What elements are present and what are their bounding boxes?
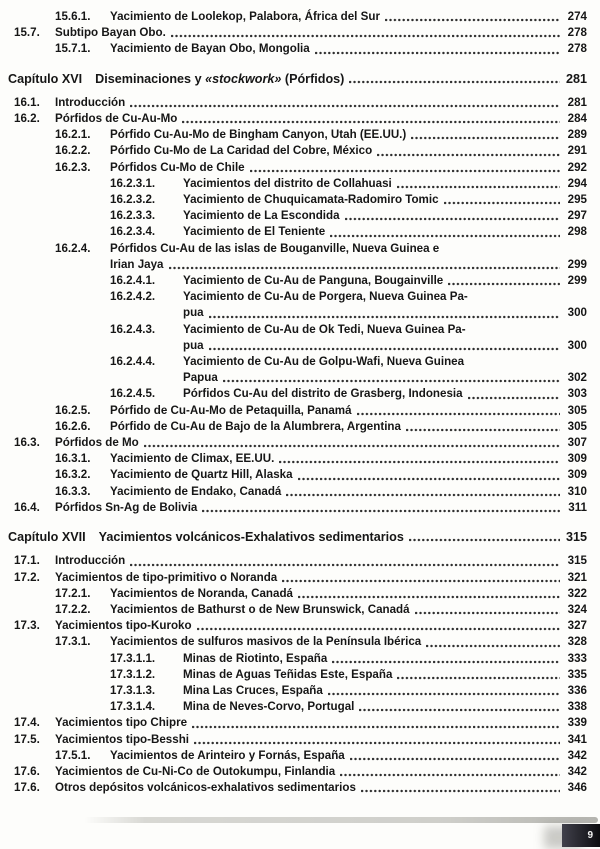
toc-entry-page: 335: [567, 667, 587, 681]
toc-entry-title: Yacimientos de Arinteiro y Fornás, España: [110, 748, 345, 762]
toc-entry-page: 324: [567, 602, 587, 616]
toc-entry-number: 17.6.: [14, 781, 40, 795]
dot-leader: [385, 17, 560, 23]
toc-entry-row: [8, 160, 587, 176]
toc-entry-row: [8, 586, 587, 602]
toc-entry-number: 16.3.: [14, 436, 40, 450]
toc-entry-number: 16.4.: [14, 500, 40, 514]
toc-entry-row: [8, 224, 587, 240]
toc-entry-title: Pórfido Cu-Mo de La Caridad del Cobre, México: [110, 144, 373, 158]
toc-entry-title: Pórfido Cu-Au-Mo de Bingham Canyon, Utah (EE.UU.): [110, 128, 407, 142]
toc-entry-number: 16.3.3.: [55, 484, 91, 498]
toc-entry-page: 305: [567, 403, 587, 417]
toc-entry-page: 341: [567, 732, 587, 746]
toc-entry-row: [8, 484, 587, 500]
toc-entry-title: Yacimiento de Loolekop, Palabora, África del Sur: [110, 10, 380, 23]
toc-entry-page: 342: [567, 748, 587, 762]
toc-chapter-row: [8, 529, 587, 545]
toc-entry-number: 16.2.4.2.: [110, 290, 156, 304]
toc-entry-title: Pórfido de Cu-Au de Bajo de la Alumbrera, Argentina: [110, 419, 401, 433]
toc-entry-page: 310: [567, 484, 587, 498]
toc-entry-number: Capítulo XVI: [8, 71, 83, 86]
toc-entry-row: [8, 667, 587, 683]
toc-entry-number: 16.3.1.: [55, 452, 91, 466]
toc-entry-row: [8, 683, 587, 699]
toc-entry-row: [8, 715, 587, 731]
toc-entry-number: 16.2.: [14, 112, 40, 126]
dot-leader: [357, 411, 560, 417]
toc-entry-number: 17.2.2.: [55, 602, 91, 616]
toc-entry-page: 321: [567, 570, 587, 584]
toc-entry-title: Yacimientos de Noranda, Canadá: [110, 586, 293, 600]
toc-entry-title: pua: [183, 306, 204, 320]
toc-entry-number: 17.3.1.: [55, 635, 91, 649]
toc-entry-number: 17.2.1.: [55, 586, 91, 600]
toc-entry-title: Yacimientos de sulfuros masivos de la Península Ibérica: [110, 635, 422, 649]
dot-leader: [298, 594, 560, 600]
dot-leader: [279, 459, 560, 465]
toc-entry-row: [8, 780, 587, 796]
toc-entry-title: Yacimiento de El Teniente: [183, 225, 326, 239]
toc-entry-row: [8, 602, 587, 618]
toc-entry-row: [8, 305, 587, 321]
dot-leader: [406, 427, 560, 433]
toc-entry-number: 16.2.4.: [55, 241, 91, 255]
toc-entry-page: 339: [567, 716, 587, 730]
toc-entry-page: 299: [567, 274, 587, 288]
toc-entry-number: 16.2.4.1.: [110, 274, 156, 288]
toc-entry-row: [8, 127, 587, 143]
toc-entry-title: Yacimiento de Climax, EE.UU.: [110, 452, 275, 466]
dot-leader: [468, 395, 560, 401]
dot-leader: [194, 740, 560, 746]
toc-entry-row: [8, 732, 587, 748]
toc-entry-row: [8, 208, 587, 224]
toc-entry-number: 16.2.3.3.: [110, 209, 156, 223]
toc-entry-title: Pórfidos Cu-Au de las islas de Bouganville, Nueva Guinea e: [110, 241, 440, 255]
toc-entry-page: 342: [567, 764, 587, 778]
dot-leader: [144, 443, 560, 449]
toc-entry-row: [8, 748, 587, 764]
toc-entry-row: [8, 699, 587, 715]
dot-leader: [298, 476, 560, 482]
dot-leader: [282, 578, 560, 584]
toc-entry-number: 17.5.1.: [55, 748, 91, 762]
toc-entry-title: Yacimiento de Cu-Au de Golpu-Wafi, Nueva Guinea: [183, 355, 465, 369]
toc-entry-page: 302: [567, 371, 587, 385]
toc-entry-page: 327: [567, 619, 587, 633]
dot-leader: [397, 184, 560, 190]
dot-leader: [130, 103, 560, 109]
toc-entry-row: [8, 95, 587, 111]
toc-entry-title: Subtipo Bayan Obo.: [55, 26, 166, 40]
toc-entry-title: Papua: [183, 371, 218, 385]
toc-entry-number: 16.2.4.3.: [110, 322, 156, 336]
toc-entry-row: [8, 570, 587, 586]
toc-entry-number: 15.6.1.: [55, 10, 91, 23]
dot-leader: [426, 643, 560, 649]
dot-leader: [350, 756, 560, 762]
dot-leader: [202, 508, 560, 514]
dot-leader: [359, 707, 560, 713]
toc-entry-page: 309: [567, 468, 587, 482]
dot-leader: [411, 135, 560, 141]
toc-entry-number: 17.5.: [14, 732, 40, 746]
toc-entry-number: 17.1.: [14, 554, 40, 568]
toc-entry-number: 15.7.: [14, 26, 40, 40]
dot-leader: [448, 281, 560, 287]
toc-entry-page: 300: [567, 338, 587, 352]
toc-entry-page: 292: [567, 160, 587, 174]
toc-entry-row: [8, 41, 587, 57]
toc-entry-number: 17.3.1.1.: [110, 651, 156, 665]
toc-entry-number: 16.2.3.4.: [110, 225, 156, 239]
page-number: 9: [587, 830, 593, 841]
toc-entry-number: 16.1.: [14, 95, 40, 109]
toc-entry-row: [8, 143, 587, 159]
toc-entry-title: Yacimiento de Chuquicamata-Radomiro Tomic: [183, 193, 439, 207]
toc-entry-title: Yacimiento de Endako, Canadá: [110, 484, 282, 498]
toc-entry-row: [8, 634, 587, 650]
toc-entry-page: 300: [567, 306, 587, 320]
toc-entry-title: Yacimientos del distrito de Collahuasi: [183, 176, 392, 190]
dot-leader: [328, 691, 560, 697]
dot-leader: [250, 168, 560, 174]
toc-entry-page: 297: [567, 209, 587, 223]
toc-entry-row: [8, 192, 587, 208]
toc-entry-title: Yacimientos tipo Chipre: [55, 716, 188, 730]
toc-entry-number: 16.2.4.4.: [110, 355, 156, 369]
toc-entry-title: Yacimiento de Cu-Au de Porgera, Nueva Guinea Pa-: [183, 290, 468, 304]
dot-leader: [409, 537, 560, 543]
toc-entry-page: 346: [567, 781, 587, 795]
toc-entry-page: 322: [567, 586, 587, 600]
toc-entry-page: 278: [567, 26, 587, 40]
toc-entry-page: 295: [567, 193, 587, 207]
toc-entry-page: 311: [568, 500, 587, 514]
toc-entry-page: 291: [567, 144, 587, 158]
toc-entry-number: 17.6.: [14, 764, 40, 778]
table-of-contents: [8, 9, 587, 796]
dot-leader: [377, 152, 560, 158]
toc-entry-title: Yacimiento de Cu-Au de Panguna, Bougainville: [183, 274, 444, 288]
toc-entry-page: 281: [565, 71, 587, 86]
dot-leader: [209, 346, 560, 352]
toc-entry-title: Minas de Aguas Teñidas Este, España: [183, 667, 393, 681]
toc-entry-title: Yacimientos volcánicos-Exhalativos sedimentarios: [98, 530, 404, 545]
toc-entry-number: 16.2.6.: [55, 419, 91, 433]
toc-entry-page: 315: [567, 554, 587, 568]
toc-entry-title: Pórfidos Sn-Ag de Bolivia: [55, 500, 198, 514]
dot-leader: [192, 724, 560, 730]
toc-entry-row: [8, 403, 587, 419]
toc-entry-row: [8, 273, 587, 289]
toc-entry-row: [8, 111, 587, 127]
toc-entry-row: [8, 9, 587, 25]
toc-entry-row: [8, 651, 587, 667]
toc-entry-title: Pórfido de Cu-Au-Mo de Petaquilla, Panamá: [110, 403, 352, 417]
toc-entry-number: Capítulo XVII: [8, 530, 86, 545]
dot-leader: [223, 378, 560, 384]
toc-entry-row: [8, 764, 587, 780]
page-number-badge: [562, 824, 600, 847]
toc-entry-row: [8, 241, 587, 257]
toc-entry-title: Minas de Riotinto, España: [183, 651, 328, 665]
toc-entry-number: 15.7.1.: [55, 42, 91, 56]
toc-entry-number: 16.2.3.2.: [110, 193, 156, 207]
toc-entry-row: [8, 467, 587, 483]
toc-entry-title: pua: [183, 338, 204, 352]
toc-entry-number: 16.2.5.: [55, 403, 91, 417]
toc-entry-page: 274: [567, 10, 587, 23]
dot-leader: [340, 772, 560, 778]
toc-entry-page: 281: [567, 95, 587, 109]
toc-entry-title: Mina de Neves-Corvo, Portugal: [183, 700, 355, 714]
toc-entry-title: Mina Las Cruces, España: [183, 683, 323, 697]
toc-entry-title: Yacimientos de Bathurst o de New Brunswick, Canadá: [110, 602, 410, 616]
toc-entry-row: [8, 386, 587, 402]
toc-entry-number: 16.2.2.: [55, 144, 91, 158]
toc-entry-number: 16.3.2.: [55, 468, 91, 482]
toc-entry-number: 17.3.1.4.: [110, 700, 156, 714]
toc-entry-page: 294: [567, 176, 587, 190]
toc-entry-title: Pórfidos de Mo: [55, 436, 139, 450]
dot-leader: [345, 216, 560, 222]
toc-entry-title: Yacimientos tipo-Besshi: [55, 732, 190, 746]
dot-leader: [286, 492, 560, 498]
dot-leader: [130, 562, 560, 568]
dot-leader: [444, 200, 560, 206]
toc-entry-title: Yacimiento de Quartz Hill, Alaska: [110, 468, 293, 482]
dot-leader: [209, 314, 560, 320]
dot-leader: [169, 265, 561, 271]
toc-entry-row: [8, 25, 587, 41]
toc-entry-row: [8, 435, 587, 451]
toc-entry-row: [8, 338, 587, 354]
dot-leader: [315, 50, 560, 56]
toc-entry-number: 17.2.: [14, 570, 40, 584]
dot-leader: [332, 659, 560, 665]
toc-entry-row: [8, 176, 587, 192]
toc-entry-row: [8, 500, 587, 516]
toc-entry-page: 303: [567, 387, 587, 401]
toc-entry-row: [8, 451, 587, 467]
toc-entry-row: [8, 419, 587, 435]
toc-entry-page: 336: [567, 683, 587, 697]
toc-entry-title: Irian Jaya: [110, 257, 164, 271]
dot-leader: [197, 626, 560, 632]
toc-entry-number: 17.3.1.3.: [110, 683, 156, 697]
toc-entry-page: 299: [567, 257, 587, 271]
toc-chapter-row: [8, 71, 587, 87]
toc-entry-page: 328: [567, 635, 587, 649]
toc-entry-title: Yacimiento de Bayan Obo, Mongolia: [110, 42, 310, 56]
toc-entry-title: Pórfidos Cu-Mo de Chile: [110, 160, 245, 174]
toc-entry-page: 305: [567, 419, 587, 433]
toc-entry-row: [8, 553, 587, 569]
toc-entry-page: 289: [567, 128, 587, 142]
toc-entry-page: 315: [565, 530, 587, 545]
toc-entry-row: [8, 354, 587, 370]
toc-entry-page: 284: [567, 112, 587, 126]
toc-entry-number: 16.2.1.: [55, 128, 91, 142]
toc-entry-page: 307: [567, 436, 587, 450]
toc-entry-page: 298: [567, 225, 587, 239]
toc-entry-number: 16.2.3.1.: [110, 176, 156, 190]
toc-entry-title: Yacimiento de Cu-Au de Ok Tedi, Nueva Guinea Pa-: [183, 322, 466, 336]
toc-entry-title: Otros depósitos volcánicos-exhalativos sedimentarios: [55, 781, 356, 795]
toc-entry-title: Introducción: [55, 554, 126, 568]
dot-leader: [415, 610, 560, 616]
toc-entry-row: [8, 257, 587, 273]
toc-entry-title: Pórfidos Cu-Au del distrito de Grasberg, Indonesia: [183, 387, 463, 401]
toc-entry-title: Yacimientos de Cu-Ni-Co de Outokumpu, Finlandia: [55, 764, 336, 778]
toc-entry-page: 338: [567, 700, 587, 714]
toc-entry-number: 17.4.: [14, 716, 40, 730]
dot-leader: [349, 79, 560, 85]
toc-entry-title: Yacimientos tipo-Kuroko: [55, 619, 192, 633]
toc-entry-title: Yacimiento de La Escondida: [183, 209, 340, 223]
dot-leader: [361, 788, 560, 794]
dot-leader: [397, 675, 560, 681]
toc-entry-row: [8, 370, 587, 386]
dot-leader: [171, 33, 560, 39]
footer-shadow-line: [84, 817, 598, 823]
toc-entry-page: 309: [567, 452, 587, 466]
toc-entry-number: 16.2.4.5.: [110, 387, 156, 401]
toc-entry-title: Pórfidos de Cu-Au-Mo: [55, 112, 178, 126]
toc-entry-title: Yacimientos de tipo-primitivo o Noranda: [55, 570, 278, 584]
toc-entry-number: 16.2.3.: [55, 160, 91, 174]
toc-entry-row: [8, 289, 587, 305]
dot-leader: [182, 119, 560, 125]
toc-entry-number: 17.3.1.2.: [110, 667, 156, 681]
toc-entry-title: Introducción: [55, 95, 126, 109]
toc-entry-title: Diseminaciones y «stockwork» (Pórfidos): [95, 71, 345, 86]
toc-entry-page: 278: [567, 42, 587, 56]
toc-entry-row: [8, 322, 587, 338]
toc-entry-number: 17.3.: [14, 619, 40, 633]
toc-entry-row: [8, 618, 587, 634]
toc-entry-page: 333: [567, 651, 587, 665]
dot-leader: [330, 233, 560, 239]
